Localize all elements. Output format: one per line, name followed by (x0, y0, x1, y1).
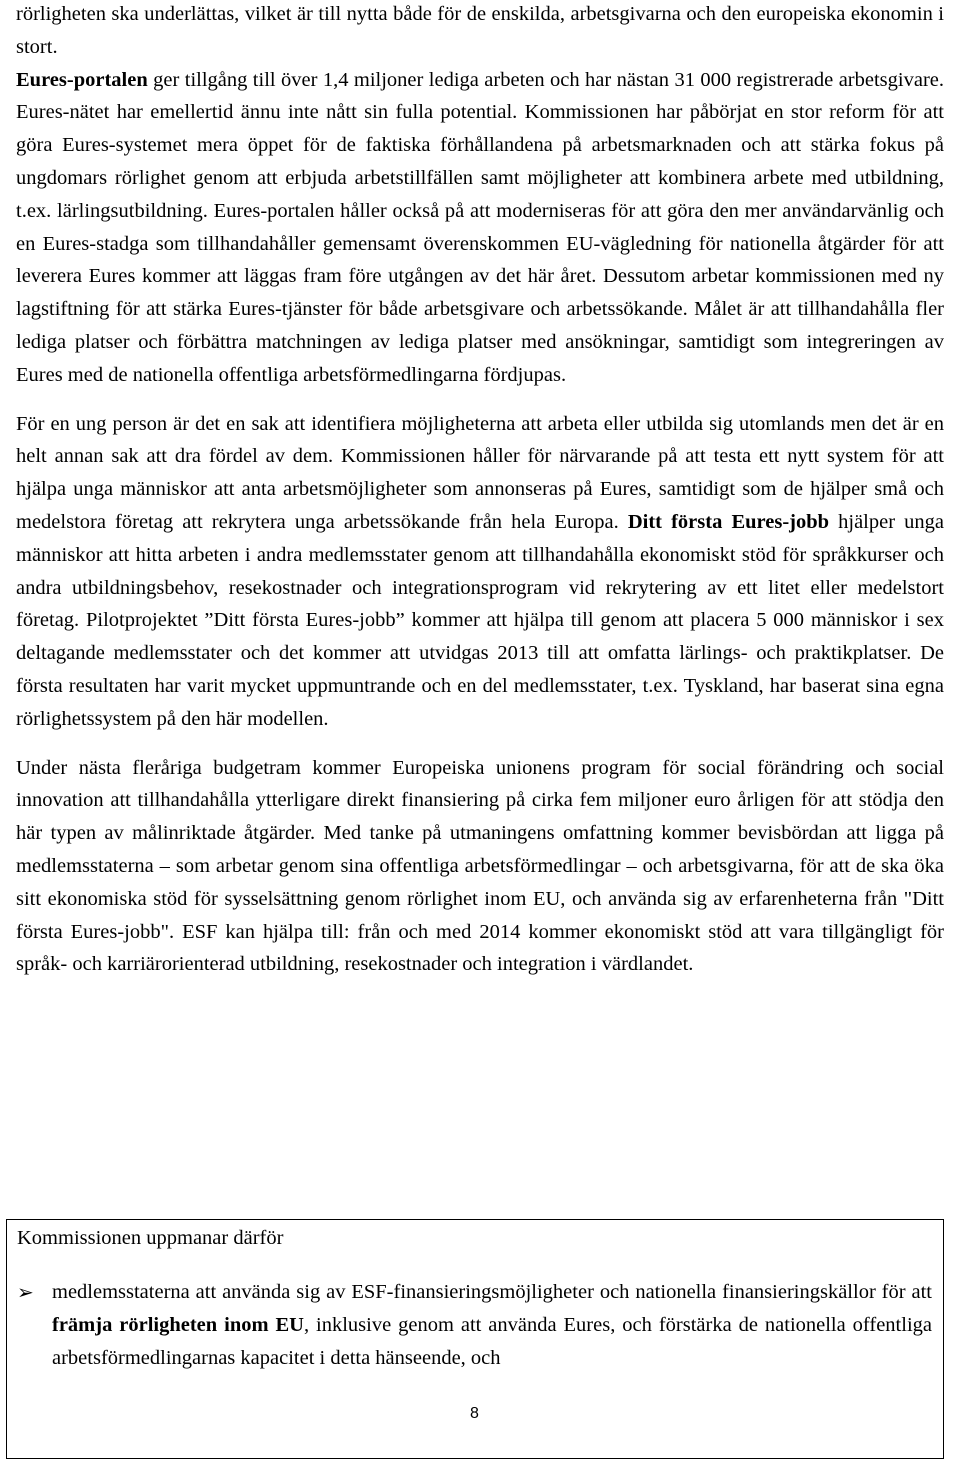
paragraph-intro (16, 0, 944, 64)
bold-framja-rorligheten: främja rörligheten inom EU (52, 1313, 304, 1336)
bold-ditt-forsta-eures-jobb: Ditt första Eures-jobb (627, 510, 830, 533)
paragraph-first-eures-job-text-1: För en ung person är det en sak att identifiera möjligheterna att arbeta eller utbilda sig utomlands men det är en helt annan sak att dra fördel av dem. Kommissionen håller för närvarande på att testa ett nytt system för att hjälpa unga människor att anta arbetsmöjligheter som annonseras på Eures, samtidigt som de hjälper små och medelstora företag att rekrytera unga arbetssökande från hela Europa. (16, 412, 944, 533)
paragraph-budget-framework-text: Under nästa fleråriga budgetram kommer Europeiska unionens program för social förändring och social innovation att tillhandahålla ytterligare direkt finansiering på cirka fem miljoner euro årligen för att stödja den här typen av målinriktade åtgärder. Med tanke på utmaningens omfattning kommer bevisbördan att ligga på medlemsstaterna – som arbetar genom sina offentliga arbetsförmedlingar – och arbetsgivarna, för att de ska öka sitt ekonomiska stöd för sysselsättning genom rörlighet inom EU, och använda sig av erfarenheterna från "Ditt första Eures-jobb". ESF kan hjälpa till: från och med 2014 kommer ekonomiskt stöd att vara tillgängligt för språk- och karriärorienterad utbildning, resekostnader och integration i värdlandet. (16, 756, 944, 976)
bullet-text-1: medlemsstaterna att använda sig av ESF-finansieringsmöjligheter och nationella finansieringskällor för att (52, 1281, 932, 1303)
bold-eures-portalen: Eures-portalen (16, 68, 148, 91)
paragraph-eures-portal (16, 64, 944, 392)
paragraph-first-eures-job-text-2: hjälper unga människor att hitta arbeten i andra medlemsstater genom att tillhandahålla ekonomiskt stöd för språkkurser och andra utbildningsbehov, resekostnader och integrationsprogram vid rekrytering av ett litet eller medelstort företag. Pilotprojektet ”Ditt första Eures-jobb” kommer att hjälpa till genom att placera 5 000 människor i sex deltagande medlemsstater och det kommer att utvidgas 2013 till att omfatta lärlings- och praktikplatser. De första resultaten har varit mycket uppmuntrande och en del medlemsstater, t.ex. Tyskland, har baserat sina egna rörlighetssystem på den här modellen. (16, 510, 945, 730)
recommendation-box-title: Kommissionen uppmanar därför (17, 1227, 284, 1249)
paragraph-budget-framework (16, 752, 944, 982)
paragraph-first-eures-job (16, 408, 944, 736)
bullet-text-2: , inklusive genom att använda Eures, och förstärka de nationella offentliga arbetsförmedlingarnas kapacitet i detta hänseende, och (52, 1313, 932, 1369)
recommendation-bullet-text (52, 1276, 932, 1374)
document-body (16, 0, 944, 981)
page-number: 8 (470, 1405, 479, 1422)
paragraph-intro-text: rörligheten ska underlättas, vilket är till nytta både för de enskilda, arbetsgivarna och den europeiska ekonomin i stort. (16, 3, 944, 58)
arrow-bullet-icon: ➢ (17, 1280, 34, 1304)
paragraph-eures-portal-text: ger tillgång till över 1,4 miljoner lediga arbeten och har nästan 31 000 registrerade arbetsgivare. Eures-nätet har emellertid ännu inte nått sin fulla potential. Kommissionen har påbörjat en stor reform för att göra Eures-systemet mera öppet för de faktiska förhållandena på arbetsmarknaden och att stärka fokus på ungdomars rörlighet genom att erbjuda arbetstillfällen samt möjligheter att kombinera arbete med utbildning, t.ex. lärlingsutbildning. Eures-portalen håller också på att moderniseras för att göra den mer användarvänlig och en Eures-stadga som tillhandahåller gemensamt överenskommen EU-vägledning för nationella åtgärder för att leverera Eures kommer att läggas fram före utgången av det här året. Dessutom arbetar kommissionen med ny lagstiftning för att stärka Eures-tjänster för både arbetsgivare och arbetssökande. Målet är att tillhandahålla fler lediga platser och förbättra matchningen av lediga platser med ansökningar, samtidigt som integreringen av Eures med de nationella offentliga arbetsförmedlingarna fördjupas. (16, 68, 944, 386)
